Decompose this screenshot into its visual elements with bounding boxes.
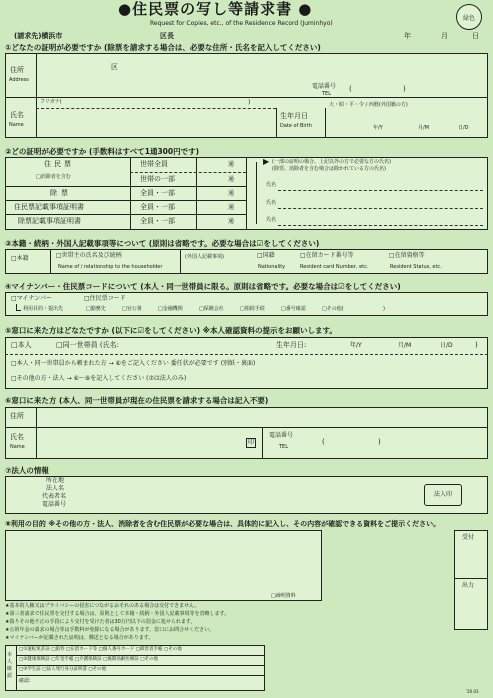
section1-title: ①どなたの証明が必要ですか (除票を請求する場合は、必要な住所・氏名を記入してください)	[5, 43, 321, 52]
mynumber-checkbox[interactable]: □マイナンバー	[11, 295, 52, 302]
nationality-en: Nationality	[258, 264, 286, 270]
window-self-checkbox[interactable]: □本人	[11, 341, 32, 349]
foreign-label: (外国人記載事項)	[185, 254, 224, 260]
id-check-counter[interactable]: 確認:	[19, 678, 31, 684]
purpose-label: 利用目的・提出先	[23, 306, 64, 312]
card-number-checkbox[interactable]: □在留カード番号等	[300, 252, 354, 259]
arrow-right-icon: ▶	[263, 157, 270, 166]
section4-box	[5, 292, 488, 316]
part-name-label-2: 氏名	[266, 200, 277, 206]
window-phone-paren-close: )	[378, 438, 381, 446]
purpose-other-close: )	[383, 306, 385, 312]
window-name-label: 氏名	[10, 433, 24, 441]
note-4: ★公的年金の請求の場合等は手数料が免除になる場合があります。窓口にお問合せください。	[5, 627, 215, 633]
window-dob-month[interactable]: 月/M	[398, 342, 412, 349]
day-label[interactable]: 日	[472, 32, 479, 40]
phone-paren-close: )	[403, 85, 406, 93]
office-stamp-box	[454, 530, 488, 630]
include-removed-checkbox[interactable]: □消除者を含む	[36, 174, 71, 180]
window-dob-day[interactable]: 日/D	[440, 342, 453, 349]
phone-label: 電話番号	[312, 83, 337, 90]
window-address-label: 住所	[10, 412, 24, 420]
part-note-2: (除票、消除者を含む場合は除かれている方の氏名)	[272, 166, 386, 172]
window-household-checkbox[interactable]: □同一世帯員 (氏名:	[56, 341, 119, 349]
tel-label: TEL	[322, 91, 331, 97]
section5-title: ⑤窓口に来た方はどなたですか (以下に☑をしてください) ※本人確認資料の提示をお願いします。	[5, 326, 337, 335]
window-phone-paren-open: (	[322, 438, 325, 446]
month-label[interactable]: 月	[441, 32, 448, 40]
corp-location-label: 所在地	[46, 477, 65, 484]
address-label: 住所	[10, 66, 24, 74]
window-dob-label: 生年月日:	[276, 341, 307, 349]
count-unit-2[interactable]: 通	[228, 176, 235, 183]
furigana-label: フリガナ(	[40, 99, 62, 105]
scope-all-household[interactable]: 世帯全員	[140, 160, 168, 168]
corp-phone-label: 電話番号	[42, 501, 67, 508]
section2-title: ②どの証明が必要ですか (手数料はすべて1通300円です)	[5, 147, 200, 156]
window-proxy-checkbox[interactable]: □本人・同一世帯員から頼まれた方 → ⑥をご記入ください 委任状が必要です (別紙・裏面)	[11, 360, 256, 367]
honseki-checkbox[interactable]: □本籍	[11, 255, 29, 262]
purpose-workplace[interactable]: □勤務先	[86, 306, 106, 312]
nationality-checkbox[interactable]: □国籍	[257, 252, 275, 259]
purpose-bracket	[16, 304, 21, 311]
received-label: 受付	[462, 534, 475, 541]
name-field[interactable]	[40, 110, 272, 136]
address-en-label: Address	[9, 77, 29, 83]
window-tel-label: TEL	[279, 444, 288, 450]
window-seal-mark: 印	[248, 439, 255, 446]
section3-title: ③本籍・続柄・外国人記載事項等について (原則は省略です。必要な場合は☑をしてください)	[5, 239, 320, 248]
section6-title: ⑥窓口に来た方 (本人、同一世帯員が現在の住民票を請求する場合は記入不要)	[5, 396, 269, 405]
requester-to: (請求先)横浜市	[14, 32, 63, 40]
name-en-label: Name	[9, 122, 24, 128]
seal-text: 緑色	[462, 14, 475, 22]
reference-doc-checkbox[interactable]: □疎明資料	[271, 593, 296, 599]
purpose-field[interactable]	[9, 533, 318, 587]
bracket-line	[256, 162, 265, 224]
card-number-en: Resident card Number, etc.	[300, 264, 369, 270]
count-unit-5[interactable]: 通	[228, 218, 235, 225]
juminhyo-label: 住民票	[44, 160, 74, 168]
corp-rep-label: 代表者名	[42, 493, 67, 500]
corp-name-label: 法人名	[46, 485, 65, 492]
phone-paren-open: (	[349, 85, 352, 93]
dob-month[interactable]: 月/M	[418, 125, 429, 131]
form-subtitle: Request for Copies, etc., of the Residence Record (Juminhyo)	[150, 20, 333, 27]
purpose-number-check[interactable]: □番号確認	[281, 306, 306, 312]
dob-en-label: Date of Birth	[280, 123, 312, 129]
scope-jyohyo[interactable]: 全員・一部	[140, 189, 175, 197]
form-title: ●住民票の写し等請求書 ●	[118, 0, 313, 18]
window-phone-label: 電話番号	[269, 432, 294, 439]
zokugara-en: Name of / relationship to the householder	[58, 264, 163, 270]
purpose-other[interactable]: □その他(	[322, 306, 344, 312]
section7-title: ⑦法人の情報	[5, 466, 49, 475]
form-version: '20.03	[466, 689, 479, 694]
ku-label: 区	[111, 63, 118, 71]
scope-record-cert[interactable]: 全員・一部	[140, 203, 175, 211]
note-3: ★偽りその他不正の手段により交付を受けた者は30万円以下の罰金に処せられます。	[5, 619, 196, 625]
year-label[interactable]: 年	[404, 32, 411, 40]
note-1: ★基本的人権又はプライバシーの侵害につながるおそれのある場合は交付できません。	[5, 603, 200, 609]
green-color-seal	[456, 4, 482, 30]
window-other-checkbox[interactable]: □その他の方・法人 → ⑥～⑧を記入してください (⑦は法人のみ)	[11, 375, 187, 382]
removed-record-cert-label: 除票記載事項証明書	[18, 217, 81, 225]
window-name-en: Name	[10, 444, 25, 450]
issued-label: 出力	[462, 582, 475, 589]
count-unit-4[interactable]: 通	[228, 204, 235, 211]
window-phone-field[interactable]	[328, 433, 478, 453]
record-cert-label: 住民票記載事項証明書	[14, 203, 84, 211]
id-check-row-1[interactable]: □①運転免許証 □旅券 □在留カード等 □個人番号カード □障害者手帳 □その他	[19, 647, 182, 652]
section8-title: ⑧利用の目的 ※その他の方・法人、消除者を含む住民票が必要な場合は、具体的に記入し、その内容が確認できる資料をご提示ください。	[5, 520, 441, 528]
dob-day[interactable]: 日/D	[458, 125, 469, 131]
ward-head: 区長	[160, 32, 174, 40]
purpose-inheritance[interactable]: □相続手続	[240, 306, 265, 312]
note-5: ★マイナンバーが記載された証明は、郵送となる場合があります。	[5, 635, 154, 641]
resident-status-checkbox[interactable]: □在留資格等	[389, 252, 425, 259]
corp-seal-label: 法人印	[433, 491, 452, 498]
dob-label: 生年月日	[280, 112, 308, 120]
window-name-field[interactable]	[40, 430, 240, 456]
phone-field[interactable]	[355, 84, 485, 96]
purpose-insurance[interactable]: □保険会社	[199, 306, 224, 312]
part-name-label-3: 氏名	[266, 217, 277, 223]
note-2: ★第三者請求で住民票を交付する場合は、原則として本籍・続柄・外国人記載事項等を省略します。	[5, 611, 230, 617]
address-field[interactable]	[40, 56, 270, 94]
jyohyo-label: 除票	[50, 189, 72, 197]
dob-year[interactable]: 年/Y	[373, 125, 383, 131]
zokugara-checkbox[interactable]: □世帯主の氏名及び続柄	[56, 252, 122, 259]
window-close-paren: )	[475, 341, 478, 349]
id-check-row-2[interactable]: □②健康保険証 □年金手帳 □介護保険証 □後期高齢医療証 □その他	[19, 657, 159, 662]
section4-title: ④マイナンバー・住民票コードについて (本人・同一世帯員に限る。原則は省略です。必要な場合は☑をしてください)	[5, 282, 401, 291]
purpose-bank[interactable]: □金融機関	[158, 306, 183, 312]
corp-info-field[interactable]	[80, 478, 410, 512]
scope-removed-record-cert[interactable]: 全員・一部	[140, 217, 175, 225]
count-unit-1[interactable]: 通	[228, 161, 235, 168]
window-dob-year[interactable]: 年/Y	[350, 342, 362, 349]
corp-seal-box	[424, 484, 462, 506]
id-check-side-label: 本人確認	[7, 652, 13, 679]
window-address-field[interactable]	[40, 409, 480, 425]
count-unit-3[interactable]: 通	[228, 190, 235, 197]
resident-status-en: Resident Status, etc.	[390, 264, 442, 270]
furigana-close: )	[248, 99, 251, 106]
resident-code-checkbox[interactable]: □住民票コード	[84, 295, 126, 302]
id-check-row-3[interactable]: □③学生証 □法人発行身分証明書 □その他	[19, 667, 107, 672]
part-name-label-1: 氏名	[266, 182, 277, 188]
scope-part-household[interactable]: 世帯の一部	[140, 175, 175, 183]
purpose-government[interactable]: □官公署	[122, 306, 142, 312]
era-options[interactable]: 大・昭・平・令 / 西暦(外国籍の方)	[329, 102, 408, 108]
part-note-1: (一部の証明の場合、上記以外の方で必要な方の氏名)	[272, 159, 391, 165]
name-label: 氏名	[10, 111, 24, 119]
